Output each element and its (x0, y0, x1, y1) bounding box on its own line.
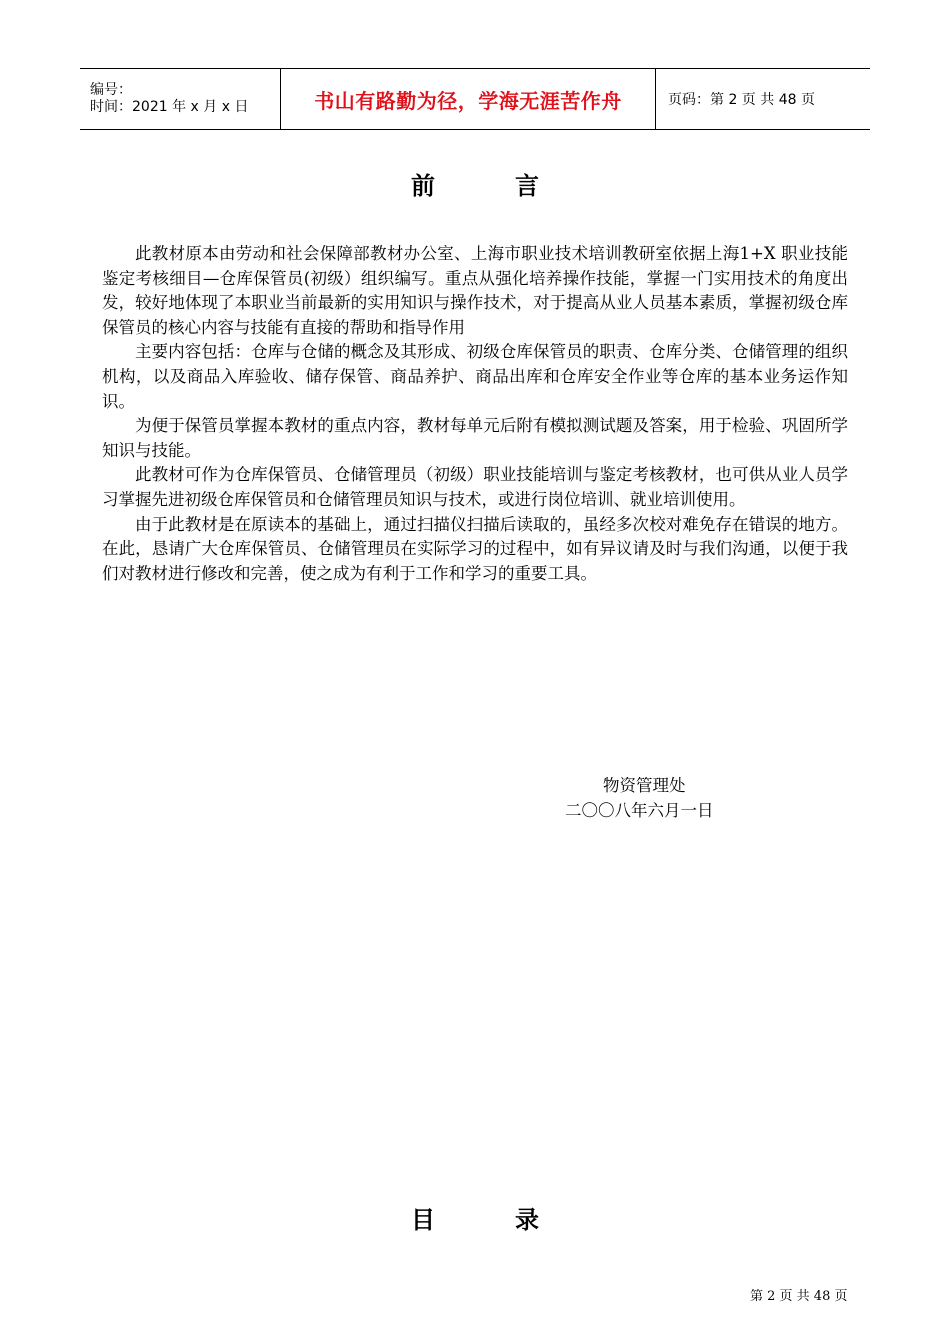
page-footer: 第 2 页 共 48 页 (750, 1289, 848, 1304)
preface-paragraph: 主要内容包括：仓库与仓储的概念及其形成、初级仓库保管员的职责、仓库分类、仓储管理的组织机构，以及商品入库验收、储存保管、商品养护、商品出库和仓库安全作业等仓库的基本业务运作知识。 (102, 342, 848, 411)
preface-paragraph: 为便于保管员掌握本教材的重点内容，教材每单元后附有模拟测试题及答案，用于检验、巩固所学知识与技能。 (102, 416, 848, 460)
toc-title: 目录 (411, 1206, 619, 1234)
signature-date: 二〇〇八年六月一日 (565, 801, 714, 820)
header-left-cell (80, 69, 280, 129)
document-date-label: 时间：2021 年 x 月 x 日 (90, 99, 249, 115)
preface-paragraph: 此教材原本由劳动和社会保障部教材办公室、上海市职业技术培训教研室依据上海1+X 职业技能鉴定考核细目—仓库保管员(初级）组织编写。重点从强化培养操作技能，掌握一门实用技术的角度出发，较好地体现了本职业当前最新的实用知识与操作技术，对于提高从业人员基本素质，掌握初级仓库保管员的核心内容与技能有直接的帮助和指导作用 (102, 244, 848, 337)
preface-paragraph: 此教材可作为仓库保管员、仓储管理员（初级）职业技能培训与鉴定考核教材，也可供从业人员学习掌握先进初级仓库保管员和仓储管理员知识与技术，或进行岗位培训、就业培训使用。 (102, 465, 848, 509)
header-motto-cell (280, 69, 656, 129)
header-page-cell (656, 69, 870, 129)
preface-paragraph: 由于此教材是在原读本的基础上，通过扫描仪扫描后读取的，虽经多次校对难免存在错误的地方。在此，恳请广大仓库保管员、仓储管理员在实际学习的过程中，如有异议请及时与我们沟通，以便于我们对教材进行修改和完善，使之成为有利于工作和学习的重要工具。 (102, 514, 848, 583)
signature-organization: 物资管理处 (603, 776, 686, 795)
preface-title: 前言 (411, 172, 619, 200)
header-page-code: 页码：第 2 页 共 48 页 (668, 92, 815, 108)
preface-body (102, 242, 848, 586)
header-motto: 书山有路勤为径，学海无涯苦作舟 (314, 88, 622, 113)
page-header (80, 68, 870, 130)
document-number-label: 编号： (90, 82, 132, 98)
